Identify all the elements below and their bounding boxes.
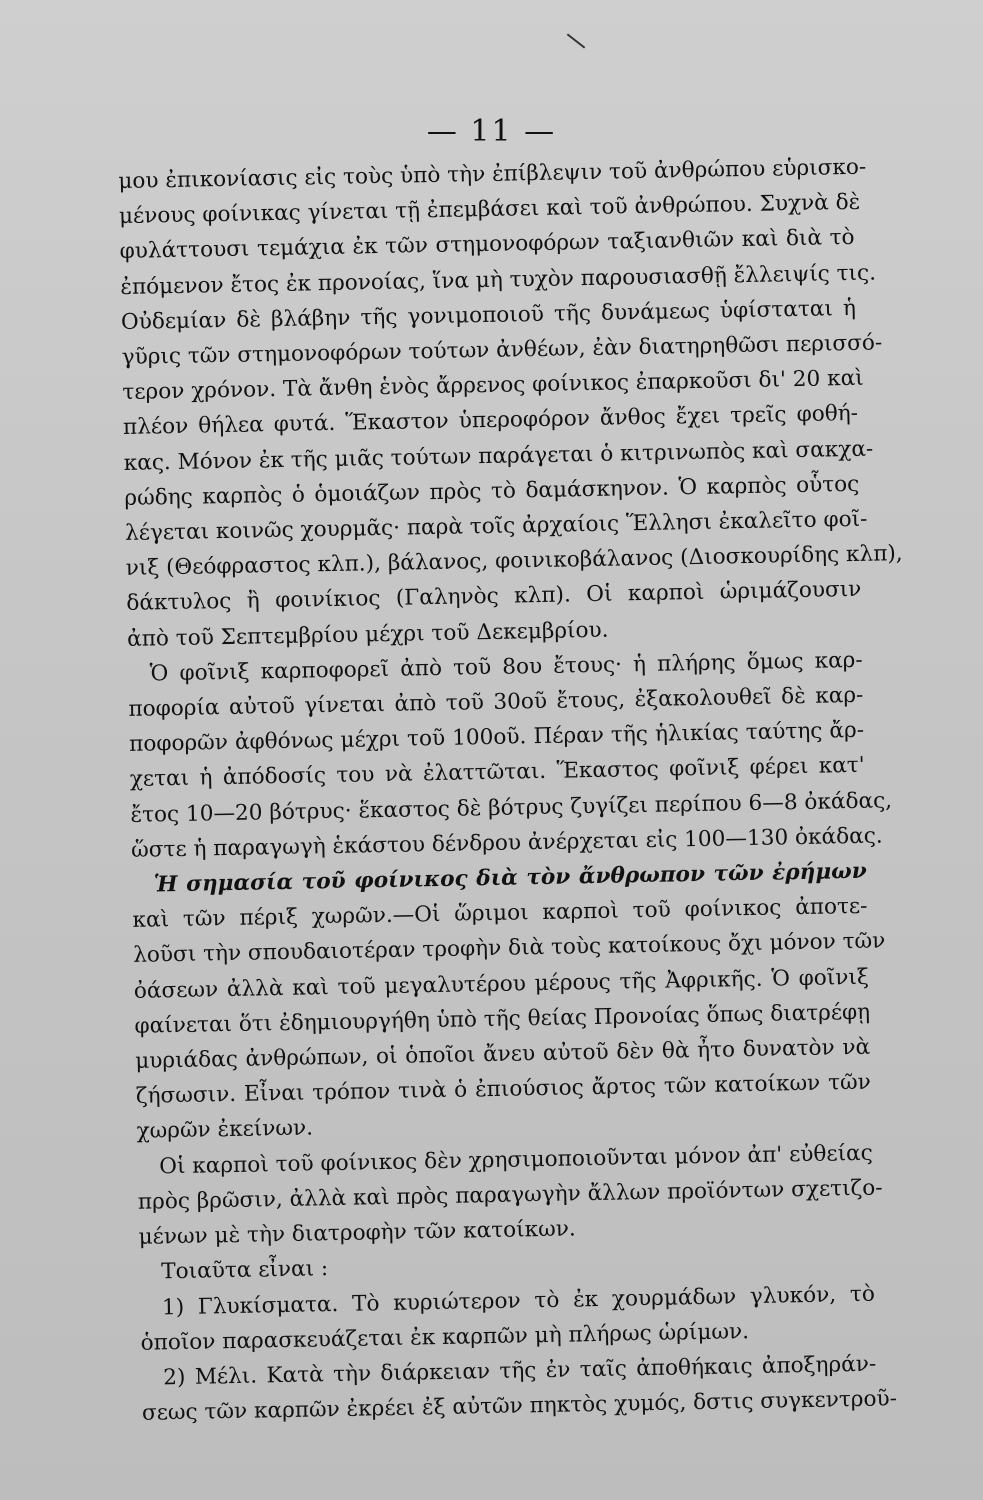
text-line: ζήσωσιν. Εἶναι τρόπον τινὰ ὁ ἐπιούσιος ἄρτος τῶν κατοίκων τῶν bbox=[135, 1070, 872, 1110]
text-line: Τοιαῦτα εἶναι : bbox=[161, 1256, 329, 1285]
text-line: ποφορῶν ἀφθόνως μέχρι τοῦ 100οῦ. Πέραν τῆς ἡλικίας ταύτης ἄρ- bbox=[128, 718, 865, 758]
text-line: γῦρις τῶν στημονοφόρων τούτων ἀνθέων, ἐὰν διατηρηθῶσι περισσό- bbox=[121, 330, 883, 370]
text-line: λοῦσι τὴν σπουδαιοτέραν τροφὴν διὰ τοὺς κατοίκους ὄχι μόνον τῶν bbox=[132, 928, 886, 969]
text-line: μένους φοίνικας γίνεται τῇ ἐπεμβάσει καὶ τοῦ ἀνθρώπου. Συχνὰ δὲ bbox=[118, 189, 861, 230]
text-line: τερον χρόνον. Τὰ ἄνθη ἑνὸς ἄρρενος φοίνικος ἐπαρκοῦσι δι' 20 καὶ bbox=[122, 365, 864, 406]
text-line: δάκτυλος ἢ φοινίκιος (Γαληνὸς κλπ). Οἱ καρποὶ ὡριμάζουσιν bbox=[126, 577, 862, 617]
text-line: μου ἐπικονίασις εἰς τοὺς ὑπὸ τὴν ἐπίβλεψιν τοῦ ἀνθρώπου εὑρισκο- bbox=[118, 154, 867, 194]
text-line: Ὁ φοῖνιξ καρποφορεῖ ἀπὸ τοῦ 8ου ἔτους· ἡ πλήρης ὅμως καρ- bbox=[149, 647, 863, 687]
text-line: φυλάττουσι τεμάχια ἐκ τῶν στημονοφόρων ταξιανθιῶν καὶ διὰ τὸ bbox=[119, 225, 855, 265]
text-line: καὶ τῶν πέριξ χωρῶν.—Οἱ ὥριμοι καρποὶ τοῦ φοίνικος ἀποτε- bbox=[132, 894, 868, 934]
text-line: ὥστε ἡ παραγωγὴ ἑκάστου δένδρου ἀνέρχεται εἰς 100—130 ὀκάδας. bbox=[130, 823, 883, 863]
text-line: χωρῶν ἐκείνων. bbox=[136, 1115, 314, 1145]
text-line: σεως τῶν καρπῶν ἐκρέει ἐξ αὐτῶν πηκτὸς χυμός, δστις συγκεντροῦ- bbox=[141, 1386, 898, 1426]
text-line: νιξ (Θεόφραστος κλπ.), βάλανος, φοινικοβάλανος (Διοσκουρίδης κλπ), bbox=[125, 541, 903, 582]
text-line: μένων μὲ τὴν διατροφὴν τῶν κατοίκων. bbox=[138, 1216, 576, 1250]
text-line: μυριάδας ἀνθρώπων, οἱ ὁποῖοι ἄνευ αὐτοῦ δὲν θὰ ἦτο δυνατὸν νὰ bbox=[134, 1034, 871, 1074]
text-line: ποφορία αὐτοῦ γίνεται ἀπὸ τοῦ 30οῦ ἔτους, ἐξακολουθεῖ δὲ καρ- bbox=[128, 682, 864, 722]
text-line: ἔτος 10—20 βότρυς· ἕκαστος δὲ βότρυς ζυγίζει περίπου 6—8 ὀκάδας, bbox=[130, 787, 893, 828]
text-line: Οἱ καρποὶ τοῦ φοίνικος δὲν χρησιμοποιοῦνται μόνον ἀπ' εὐθείας bbox=[159, 1140, 873, 1180]
text-line: ὁποῖον παρασκευάζεται ἐκ καρπῶν μὴ πλήρως ὡρίμων. bbox=[140, 1318, 750, 1356]
section-heading: Ἡ σημασία τοῦ φοίνικος διὰ τὸν ἄνθρωπον τῶν ἐρήμων bbox=[153, 858, 867, 898]
text-line: φαίνεται ὅτι ἐδημιουργήθη ὑπὸ τῆς θείας Προνοίας ὅπως διατρέφῃ bbox=[134, 999, 871, 1039]
text-line: πρὸς βρῶσιν, ἀλλὰ καὶ πρὸς παραγωγὴν ἄλλων προϊόντων σχετιζο- bbox=[137, 1175, 883, 1215]
pencil-mark bbox=[567, 33, 586, 48]
text-line: χεται ἡ ἀπόδοσίς του νὰ ἐλαττῶται. Ἕκαστος φοῖνιξ φέρει κατ' bbox=[129, 753, 865, 793]
page-number: — 11 — bbox=[426, 114, 557, 149]
text-line: ρώδης καρπὸς ὁ ὁμοιάζων πρὸς τὸ δαμάσκηνον. Ὁ καρπὸς οὗτος bbox=[124, 471, 860, 511]
text-line: 2) Μέλι. Κατὰ τὴν διάρκειαν τῆς ἐν ταῖς ἀποθήκαις ἀποξηράν- bbox=[163, 1351, 877, 1391]
text-line: 1) Γλυκίσματα. Τὸ κυριώτερον τὸ ἐκ χουρμάδων γλυκόν, τὸ bbox=[161, 1281, 876, 1320]
body-text bbox=[118, 150, 903, 1431]
text-line: Οὐδεμίαν δὲ βλάβην τῆς γονιμοποιοῦ τῆς δυνάμεως ὑφίσταται ἡ bbox=[120, 295, 857, 335]
text-line: ἐπόμενον ἔτος ἐκ προνοίας, ἵνα μὴ τυχὸν παρουσιασθῇ ἔλλειψίς τις. bbox=[120, 260, 877, 300]
text-line: κας. Μόνον ἐκ τῆς μιᾶς τούτων παράγεται ὁ κιτρινωπὸς καὶ σακχα- bbox=[123, 436, 874, 476]
text-line: πλέον θήλεα φυτά. Ἕκαστον ὑπεροφόρον ἄνθος ἔχει τρεῖς φοθή- bbox=[122, 401, 859, 441]
text-line: ὀάσεων ἀλλὰ καὶ τοῦ μεγαλυτέρου μέρους τῆς Ἀφρικῆς. Ὁ φοῖνιξ bbox=[133, 964, 869, 1004]
text-line: λέγεται κοινῶς χουρμᾶς· παρὰ τοῖς ἀρχαίοις Ἕλλησι ἐκαλεῖτο φοῖ- bbox=[124, 506, 868, 546]
text-line: ἀπὸ τοῦ Σεπτεμβρίου μέχρι τοῦ Δεκεμβρίου. bbox=[126, 617, 609, 652]
